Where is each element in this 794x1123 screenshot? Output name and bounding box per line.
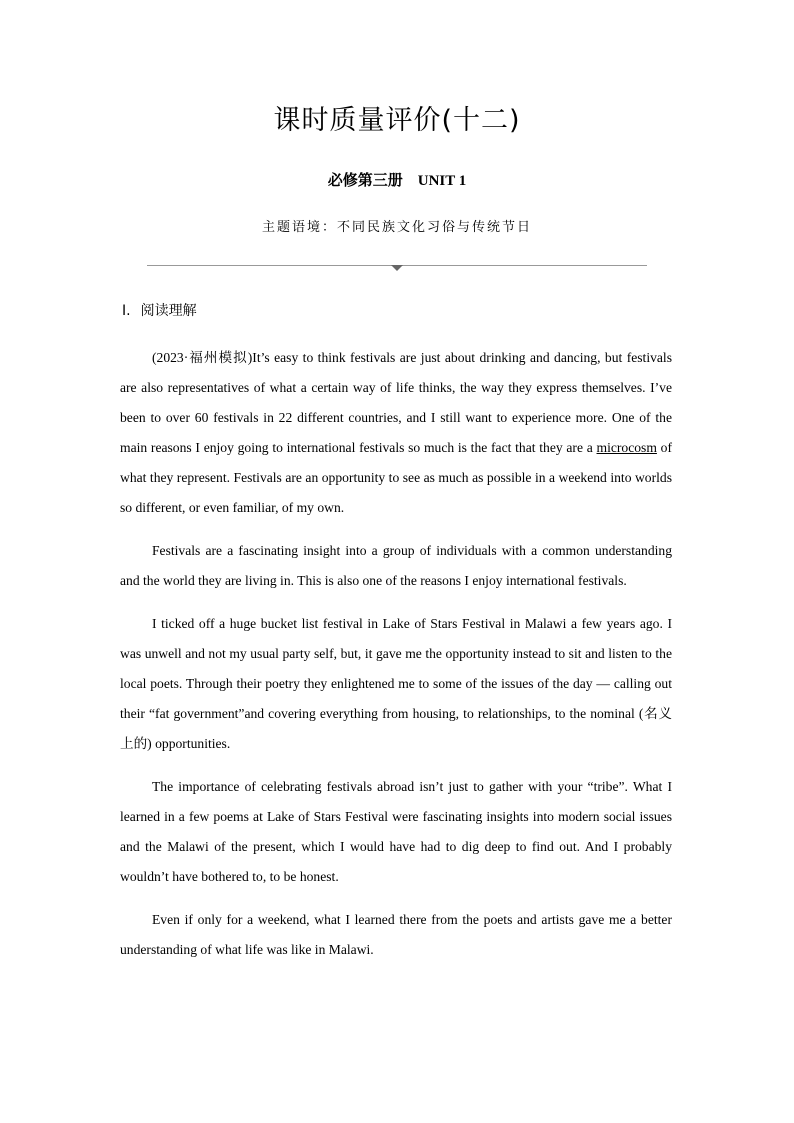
page-title: 课时质量评价(十二) (273, 105, 521, 136)
section-number: Ⅰ. (122, 303, 131, 319)
page-subtitle: 必修第三册 UNIT 1 (327, 173, 467, 189)
section-heading (122, 300, 197, 320)
paragraph-text: (2023·福州模拟)It’s easy to think festivals are just about drinking and dancing, but festivals are also representatives of what a certain way of life thinks, the way they express themselves. I’ve been to over 60 festivals in 22 different countries, and I still want to experience more. One of the main reasons I enjoy going to international festivals so much is the fact that they are a (120, 350, 672, 455)
divider-arrow-icon (391, 265, 403, 271)
underlined-word: microcosm (596, 440, 657, 455)
section-title: 阅读理解 (140, 303, 197, 319)
paragraph-text: of what they represent. Festivals are an opportunity to see as much as possible in a weekend into worlds so different, or even familiar, of my own. (120, 440, 672, 515)
passage-paragraph-3: I ticked off a huge bucket list festival in Lake of Stars Festival in Malawi a few years ago. I was unwell and not my usual party self, but, it gave me the opportunity instead to sit and listen to the local poets. Through their poetry they enlightened me to some of the issues of the day — calling out their “fat government”and covering everything from housing, to relationships, to the nominal (名义上的) opportunities. (120, 616, 672, 751)
theme-context: 主题语境：不同民族文化习俗与传统节日 (261, 220, 532, 235)
reading-passage (120, 343, 672, 978)
passage-paragraph-5: Even if only for a weekend, what I learned there from the poets and artists gave me a better understanding of what life was like in Malawi. (120, 912, 672, 957)
passage-paragraph-4: The importance of celebrating festivals abroad isn’t just to gather with your “tribe”. What I learned in a few poems at Lake of Stars Festival were fascinating insights into modern social issues and the Malawi of the present, which I would have had to dig deep to find out. And I probably wouldn’t have bothered to, to be honest. (120, 779, 672, 884)
passage-paragraph-2: Festivals are a fascinating insight into a group of individuals with a common understanding and the world they are living in. This is also one of the reasons I enjoy international festivals. (120, 543, 672, 588)
passage-paragraph-1 (120, 343, 672, 523)
